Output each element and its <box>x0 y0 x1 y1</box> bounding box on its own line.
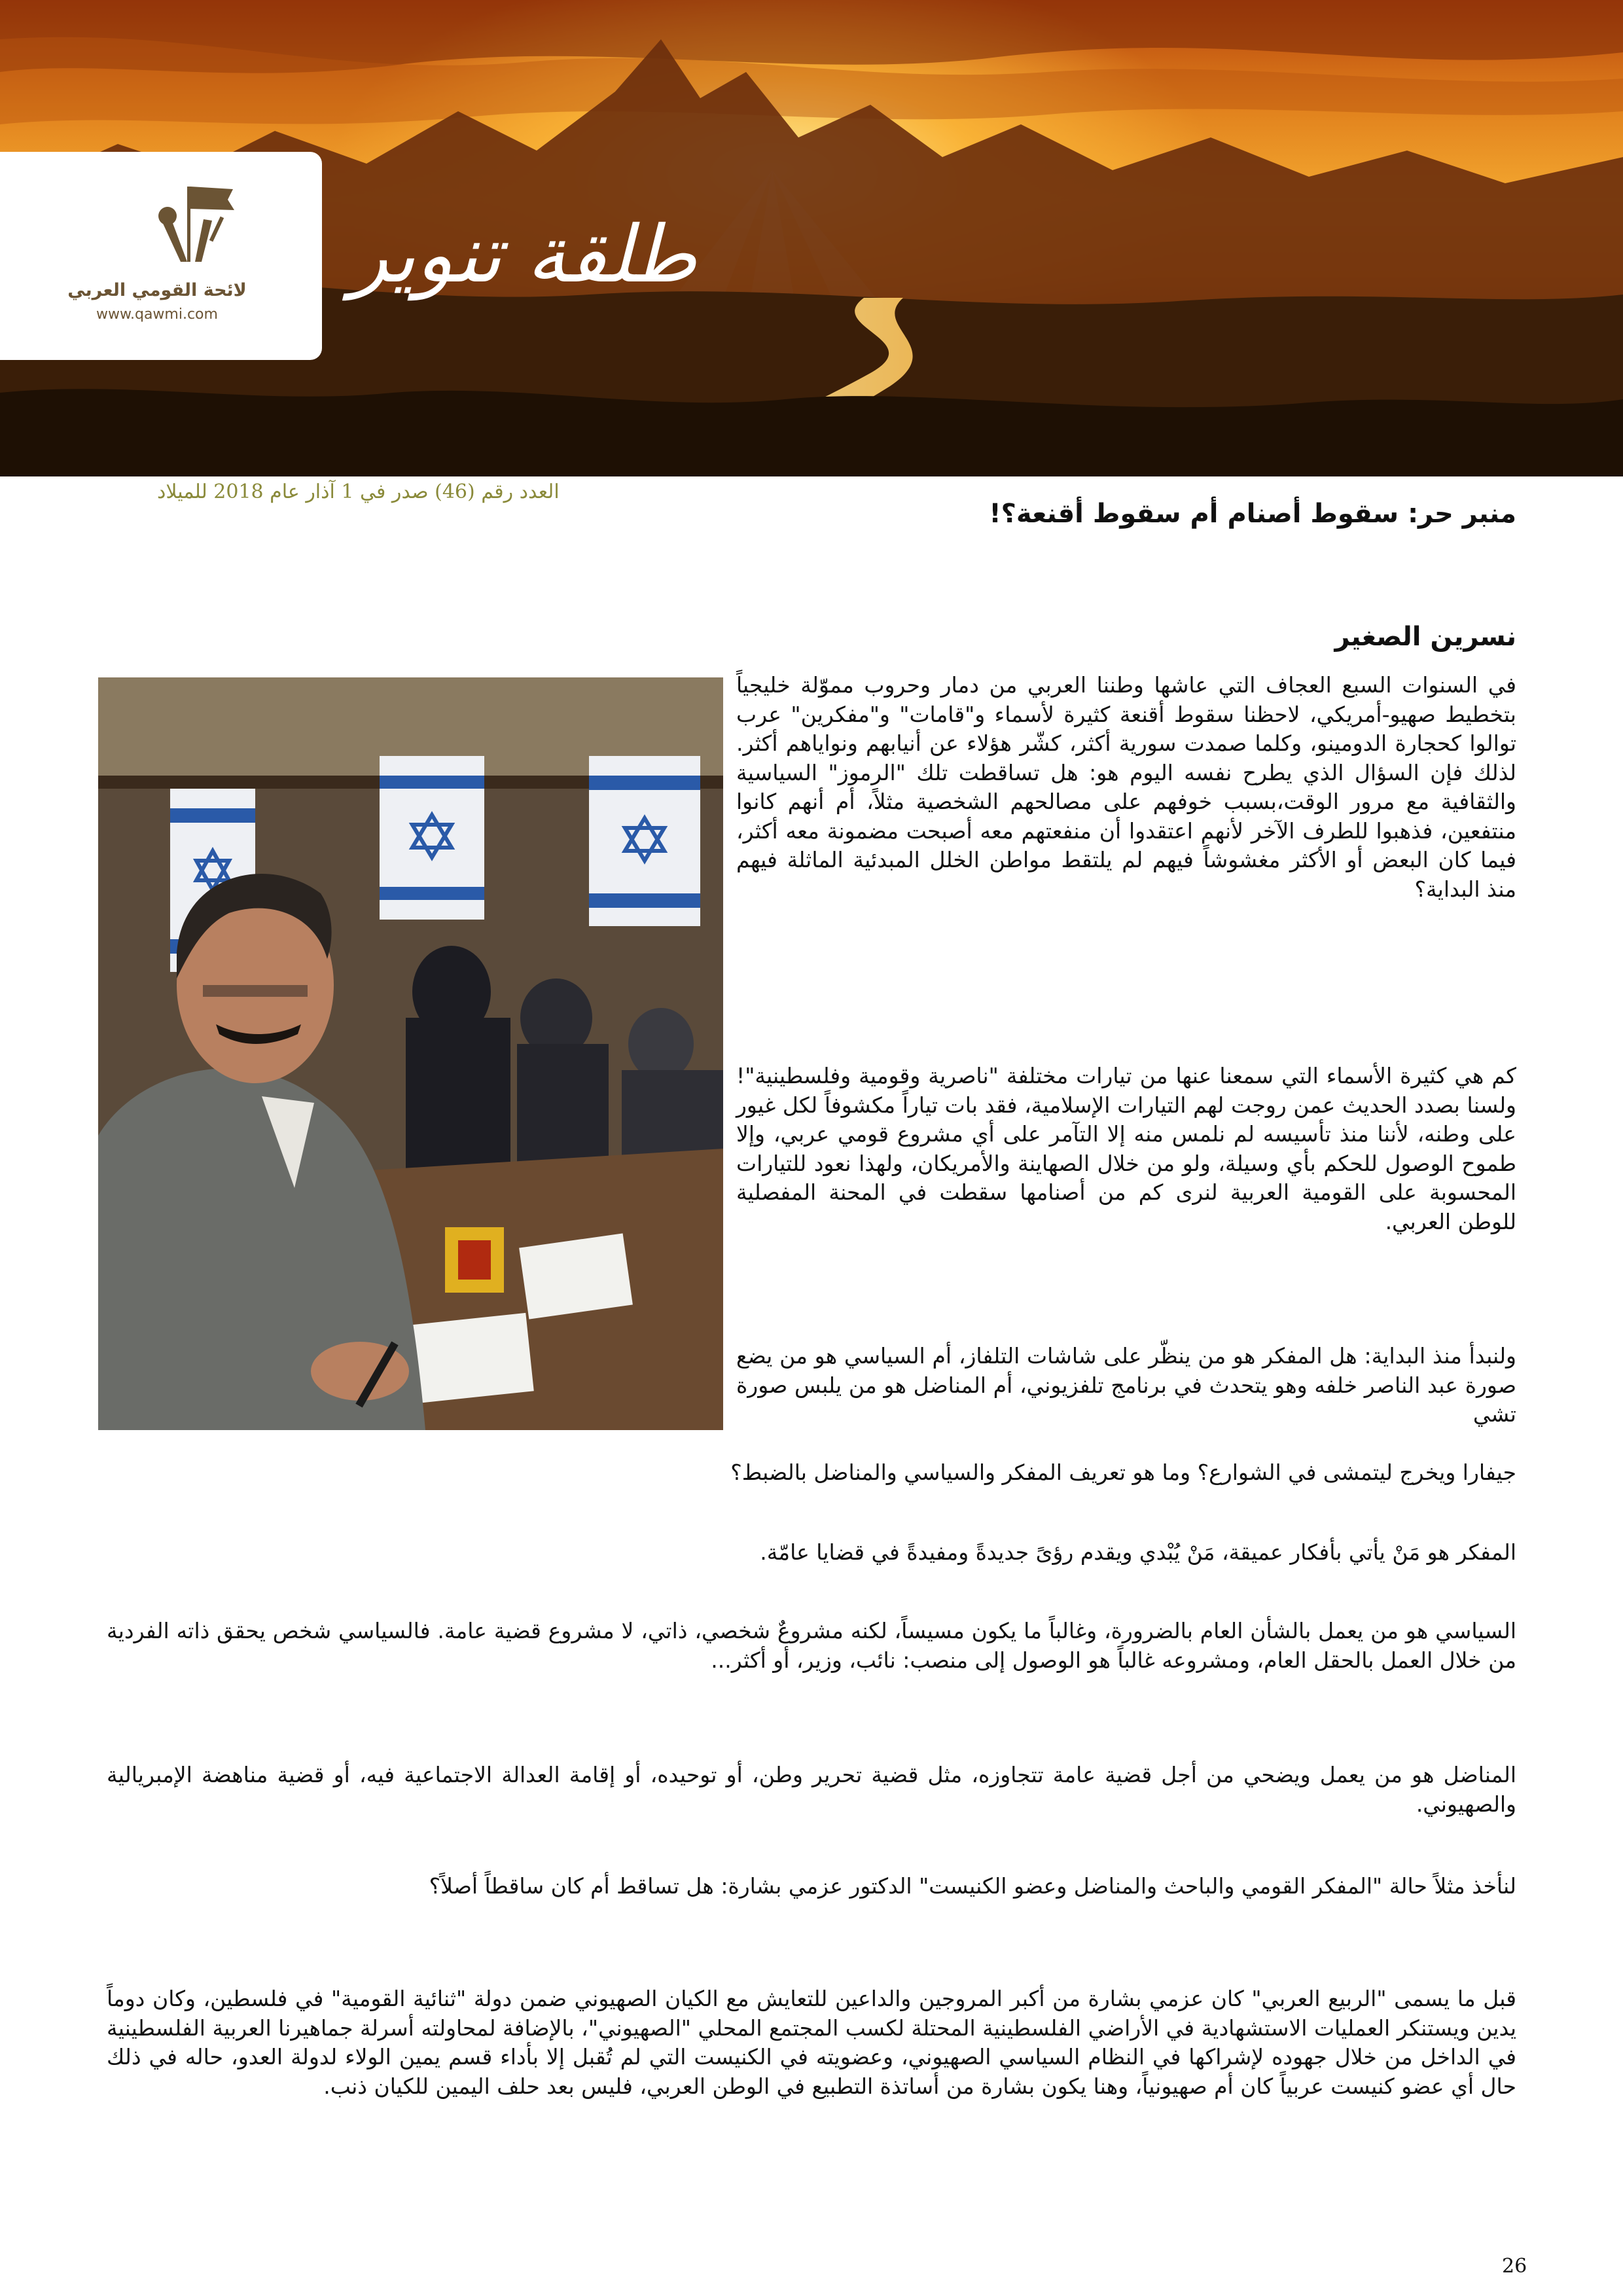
organization-website: www.qawmi.com <box>96 306 218 323</box>
article-photo <box>98 677 723 1430</box>
paragraph-2: كم هي كثيرة الأسماء التي سمعنا عنها من تيارات مختلفة "ناصرية وقومية وفلسطينية"! ولسنا بصدد الحديث عمن روجت لهم التيارات الإسلامية، فقد بات تياراً مكشوفاً لكل غيور على وطنه، لأننا منذ تأسيسه لم نلمس منه إلا التآمر على أي مشروع قومي عربي، وإلا طموح الوصول للحكم بأي وسيلة، ولو من خلال الصهاينة والأمريكان، ولهذا نعود للتيارات المحسوبة على القومية العربية لنرى كم من أصنامها سقطت في المحنة المفصلية للوطن العربي. <box>736 1063 1516 1234</box>
paragraph-3-top: ولنبدأ منذ البداية: هل المفكر هو من ينظّر على شاشات التلفاز، أم السياسي هو من يضع صورة عبد الناصر خلفه وهو يتحدث في برنامج تلفزيوني، أم المناضل هو من يلبس صورة تشي <box>736 1343 1516 1427</box>
issue-line: العدد رقم (46) صدر في 1 آذار عام 2018 للميلاد <box>157 480 560 503</box>
raised-fist-flag-icon <box>141 180 240 268</box>
flag-right <box>589 756 700 926</box>
paragraph-5: السياسي هو من يعمل بالشأن العام بالضرورة، وغالباً ما يكون مسيساً، لكنه مشروعٌ شخصي، ذاتي، لا مشروع قضية عامة. فالسياسي شخص يحقق ذاته الفردية من خلال العمل بالحقل العام، ومشروعه غالباً هو الوصول إلى منصب: نائب، وزير، أو أكثر... <box>107 1618 1516 1673</box>
flag-middle <box>380 756 484 920</box>
paragraph-7: لنأخذ مثلاً حالة "المفكر القومي والباحث والمناضل وعضو الكنيست" الدكتور عزمي بشارة: هل تساقط أم كان ساقطاً أصلاً؟ <box>429 1873 1516 1899</box>
svg-text:طلقة تنوير: طلقة تنوير <box>350 209 697 300</box>
article-author: نسرين الصغير <box>1334 622 1516 652</box>
article-title: منبر حر: سقوط أصنام أم سقوط أقنعة؟! <box>989 499 1516 529</box>
paragraph-3-bottom: جيفارا ويخرج ليتمشى في الشوارع؟ وما هو تعريف المفكر والسياسي والمناضل بالضبط؟ <box>730 1460 1516 1485</box>
paragraph-4: المفكر هو مَنْ يأتي بأفكار عميقة، مَنْ يُبْدي ويقدم رؤىً جديدةً ومفيدةً في قضايا عامّة. <box>760 1539 1516 1565</box>
masthead-logo <box>340 183 707 327</box>
page-number: 26 <box>1502 2255 1527 2278</box>
header-banner <box>0 0 1623 476</box>
paragraph-1: في السنوات السبع العجاف التي عاشها وطننا العربي من دمار وحروب مموّلة خليجياً بتخطيط صهيو-أمريكي، لاحظنا سقوط أقنعة كثيرة لأسماء و"قامات" و"مفكرين" عرب توالوا كحجارة الدومينو، وكلما صمدت سورية أكثر، كشّر هؤلاء عن أنيابهم ونواياهم أكثر. لذلك فإن السؤال الذي يطرح نفسه اليوم هو: هل تساقطت تلك "الرموز" السياسية والثقافية مع مرور الوقت،بسبب خوفهم على مصالحهم الشخصية مثلاً، أم أنهم كانوا منتفعين، فذهبوا للطرف الآخر لأنهم اعتقدوا أن منفعتهم معه أصبحت مضمونة معه أكثر، فيما كان البعض أو الأكثر مغشوشاً فيهم لم يلتقط مواطن الخلل المبدئية الماثلة فيهم منذ البداية؟ <box>736 672 1516 902</box>
paragraph-6: المناضل هو من يعمل ويضحي من أجل قضية عامة تتجاوزه، مثل قضية تحرير وطن، أو توحيده، أو إقامة العدالة الاجتماعية فيه، أو قضية مناهضة الإمبريالية والصهيوني. <box>107 1762 1516 1817</box>
paragraph-8: قبل ما يسمى "الربيع العربي" كان عزمي بشارة من أكبر المروجين والداعين للتعايش مع الكيان الصهيوني ضمن دولة "ثنائية القومية" في فلسطين، وكان دوماً يدين ويستنكر العمليات الاستشهادية في الأراضي الفلسطينية المحتلة لكسب المجتمع المحلي "الصهيوني"، بالإضافة لمحاولته أسرلة جماهيرنا العربية الفلسطينية في الداخل من خلال جهوده لإشراكها في النظام السياسي الصهيوني، وعضويته في الكنيست التي لم تُقبل إلا بأداء قسم يمين الولاء لدولة العدو، حاله في ذلك حال أي عضو كنيست عربياً كان أم صهيونياً، وهنا يكون بشارة من أساتذة التطبيع في الوطن العربي، فليس بعد حلف اليمين للكيان ذنب. <box>107 1986 1516 2099</box>
organization-name: لائحة القومي العربي <box>67 280 247 300</box>
